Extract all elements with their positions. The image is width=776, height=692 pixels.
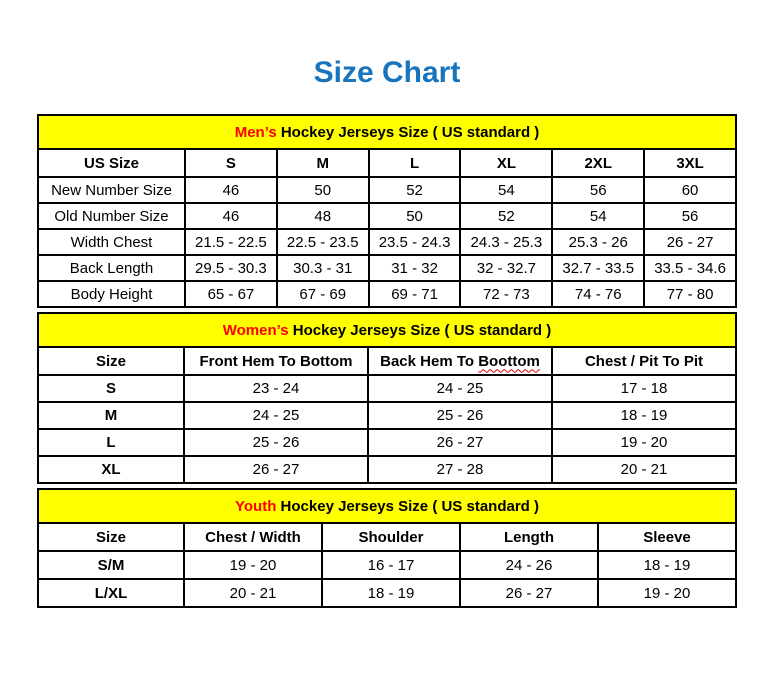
value-cell: 20 - 21 <box>552 456 736 483</box>
column-header-l: L <box>369 149 461 177</box>
mens-section-banner <box>38 115 736 149</box>
womens-section-banner <box>38 313 736 347</box>
column-header-s: S <box>185 149 277 177</box>
value-cell: 23 - 24 <box>184 375 368 402</box>
row-label: L/XL <box>38 579 184 607</box>
youth-section-highlight: Youth <box>235 497 277 515</box>
table-row-old-number-size <box>38 203 736 229</box>
value-cell: 26 - 27 <box>460 579 598 607</box>
column-header-size: Size <box>38 347 184 375</box>
value-cell: 72 - 73 <box>460 281 552 307</box>
table-row-women-s <box>38 375 736 402</box>
row-label: L <box>38 429 184 456</box>
value-cell: 67 - 69 <box>277 281 369 307</box>
value-cell: 56 <box>552 177 644 203</box>
value-cell: 31 - 32 <box>369 255 461 281</box>
value-cell: 17 - 18 <box>552 375 736 402</box>
row-label: S <box>38 375 184 402</box>
value-cell: 60 <box>644 177 736 203</box>
value-cell: 77 - 80 <box>644 281 736 307</box>
value-cell: 19 - 20 <box>184 551 322 579</box>
column-header-m: M <box>277 149 369 177</box>
value-cell: 25.3 - 26 <box>552 229 644 255</box>
value-cell: 69 - 71 <box>369 281 461 307</box>
value-cell: 26 - 27 <box>184 456 368 483</box>
youth-section-rest: Hockey Jerseys Size ( US standard ) <box>276 497 539 515</box>
row-label: M <box>38 402 184 429</box>
column-header-us-size: US Size <box>38 149 185 177</box>
value-cell: 54 <box>552 203 644 229</box>
back-hem-prefix: Back Hem To <box>380 352 479 370</box>
value-cell: 27 - 28 <box>368 456 552 483</box>
row-label: S/M <box>38 551 184 579</box>
value-cell: 23.5 - 24.3 <box>369 229 461 255</box>
mens-header-row <box>38 149 736 177</box>
value-cell: 30.3 - 31 <box>277 255 369 281</box>
column-header-xl: XL <box>460 149 552 177</box>
table-row-back-length <box>38 255 736 281</box>
value-cell: 32.7 - 33.5 <box>552 255 644 281</box>
mens-section-rest: Hockey Jerseys Size ( US standard ) <box>276 123 540 141</box>
value-cell: 24.3 - 25.3 <box>460 229 552 255</box>
column-header-length: Length <box>460 523 598 551</box>
youth-section-banner <box>38 489 736 523</box>
womens-header-row <box>38 347 736 375</box>
column-header-front-hem: Front Hem To Bottom <box>184 347 368 375</box>
value-cell: 18 - 19 <box>322 579 460 607</box>
row-label: Body Height <box>38 281 185 307</box>
column-header-chest-pit: Chest / Pit To Pit <box>552 347 736 375</box>
mens-section-title <box>38 115 736 149</box>
value-cell: 26 - 27 <box>644 229 736 255</box>
value-cell: 50 <box>277 177 369 203</box>
youth-header-row <box>38 523 736 551</box>
value-cell: 21.5 - 22.5 <box>185 229 277 255</box>
value-cell: 24 - 25 <box>184 402 368 429</box>
value-cell: 65 - 67 <box>185 281 277 307</box>
column-header-sleeve: Sleeve <box>598 523 736 551</box>
value-cell: 19 - 20 <box>552 429 736 456</box>
size-chart-content <box>37 56 737 612</box>
value-cell: 48 <box>277 203 369 229</box>
value-cell: 56 <box>644 203 736 229</box>
value-cell: 29.5 - 30.3 <box>185 255 277 281</box>
table-row-women-xl <box>38 456 736 483</box>
value-cell: 46 <box>185 177 277 203</box>
row-label: Old Number Size <box>38 203 185 229</box>
value-cell: 24 - 25 <box>368 375 552 402</box>
value-cell: 46 <box>185 203 277 229</box>
value-cell: 54 <box>460 177 552 203</box>
value-cell: 50 <box>369 203 461 229</box>
page-title: Size Chart <box>313 56 461 89</box>
row-label: XL <box>38 456 184 483</box>
table-row-youth-lxl <box>38 579 736 607</box>
row-label: Width Chest <box>38 229 185 255</box>
youth-size-table <box>37 488 737 608</box>
column-header-chest-width: Chest / Width <box>184 523 322 551</box>
table-row-body-height <box>38 281 736 307</box>
table-row-women-m <box>38 402 736 429</box>
womens-section-highlight: Women’s <box>222 321 289 339</box>
row-label: Back Length <box>38 255 185 281</box>
table-row-women-l <box>38 429 736 456</box>
row-label: New Number Size <box>38 177 185 203</box>
column-header-back-hem <box>368 347 552 375</box>
womens-section-title <box>38 313 736 347</box>
table-row-youth-sm <box>38 551 736 579</box>
womens-size-table <box>37 312 737 484</box>
value-cell: 20 - 21 <box>184 579 322 607</box>
value-cell: 26 - 27 <box>368 429 552 456</box>
table-row-width-chest <box>38 229 736 255</box>
value-cell: 33.5 - 34.6 <box>644 255 736 281</box>
column-header-shoulder: Shoulder <box>322 523 460 551</box>
column-header-size: Size <box>38 523 184 551</box>
value-cell: 52 <box>369 177 461 203</box>
mens-section-highlight: Men’s <box>234 123 277 141</box>
value-cell: 22.5 - 23.5 <box>277 229 369 255</box>
youth-section-title <box>38 489 736 523</box>
back-hem-misspelled-word: Boottom <box>478 352 540 370</box>
value-cell: 25 - 26 <box>184 429 368 456</box>
value-cell: 18 - 19 <box>552 402 736 429</box>
value-cell: 24 - 26 <box>460 551 598 579</box>
table-row-new-number-size <box>38 177 736 203</box>
value-cell: 19 - 20 <box>598 579 736 607</box>
value-cell: 74 - 76 <box>552 281 644 307</box>
value-cell: 16 - 17 <box>322 551 460 579</box>
mens-size-table <box>37 114 737 308</box>
value-cell: 52 <box>460 203 552 229</box>
womens-section-rest: Hockey Jerseys Size ( US standard ) <box>288 321 552 339</box>
value-cell: 18 - 19 <box>598 551 736 579</box>
value-cell: 25 - 26 <box>368 402 552 429</box>
column-header-2xl: 2XL <box>552 149 644 177</box>
value-cell: 32 - 32.7 <box>460 255 552 281</box>
column-header-3xl: 3XL <box>644 149 736 177</box>
